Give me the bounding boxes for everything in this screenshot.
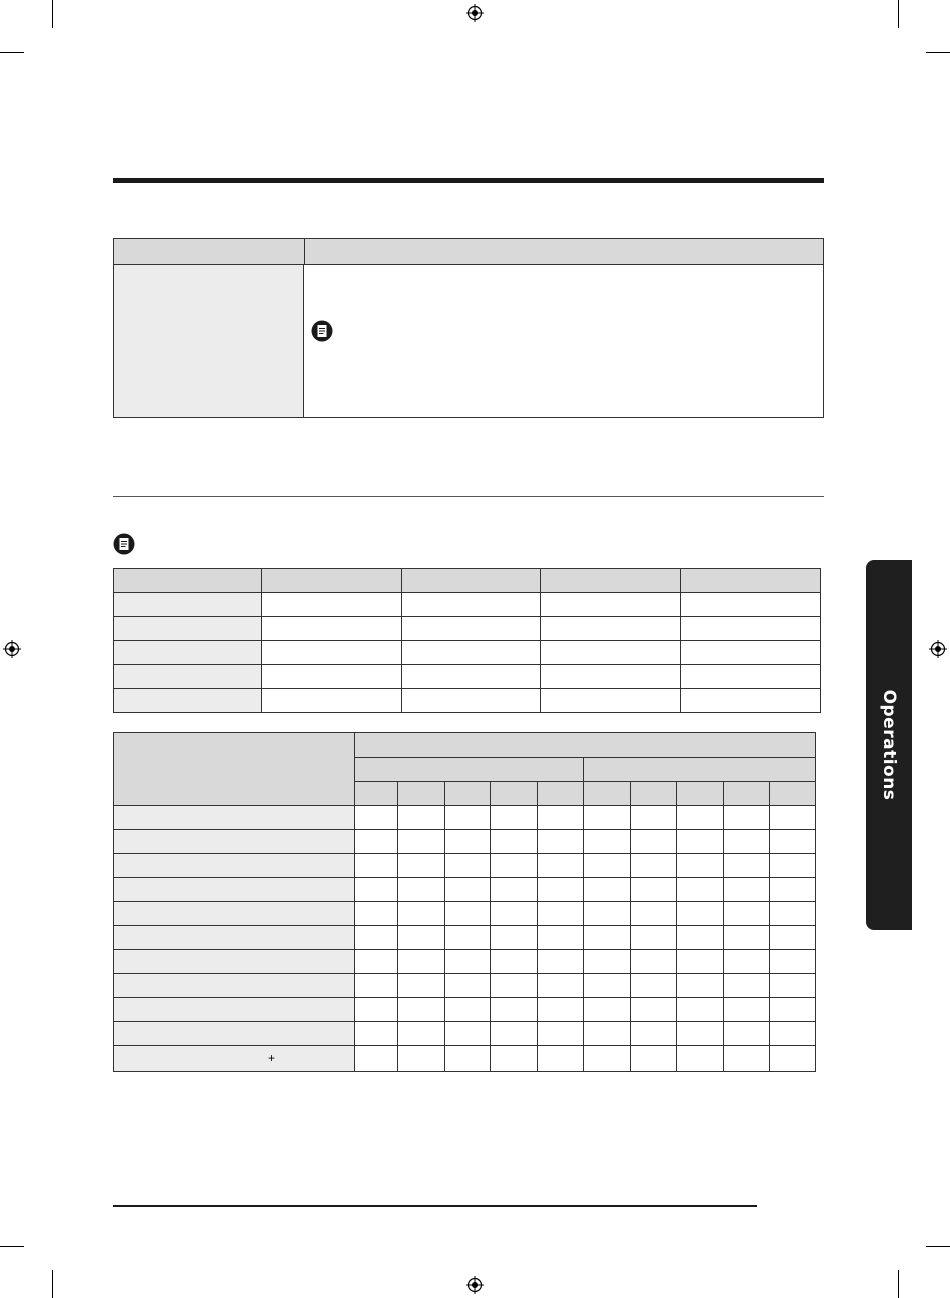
section-rule xyxy=(113,496,824,497)
crop-mark xyxy=(926,1246,950,1247)
crop-mark xyxy=(898,0,899,28)
section-tab-label: Operations xyxy=(879,689,899,801)
table-row xyxy=(114,593,821,617)
settings-table xyxy=(113,238,824,418)
table-row xyxy=(114,569,821,593)
table-row xyxy=(114,806,816,830)
registration-mark-icon xyxy=(929,640,947,658)
note-icon xyxy=(113,533,135,555)
crop-mark xyxy=(52,1270,53,1298)
table-footnote-mark: + xyxy=(268,1051,276,1065)
table-row xyxy=(114,902,816,926)
table-row xyxy=(114,641,821,665)
crop-mark xyxy=(0,52,24,53)
table-row xyxy=(114,926,816,950)
crop-mark xyxy=(0,1246,24,1247)
section-tab xyxy=(866,560,912,930)
table-row xyxy=(114,878,816,902)
note-icon xyxy=(311,320,333,342)
crop-mark xyxy=(898,1270,899,1298)
crop-mark xyxy=(926,52,950,53)
option-matrix-table xyxy=(113,732,816,1072)
table-row xyxy=(114,950,816,974)
table-row xyxy=(114,854,816,878)
section-rule xyxy=(113,178,824,183)
table-row xyxy=(114,617,821,641)
registration-mark-icon xyxy=(3,640,21,658)
table-row xyxy=(114,1022,816,1046)
table-label-cell xyxy=(114,265,304,417)
registration-mark-icon xyxy=(466,1276,484,1294)
cycle-table xyxy=(113,568,821,713)
footer-rule xyxy=(113,1205,757,1207)
crop-mark xyxy=(52,0,53,28)
table-row xyxy=(114,1046,816,1072)
table-row xyxy=(114,689,821,713)
table-row xyxy=(114,830,816,854)
table-divider xyxy=(304,239,305,265)
registration-mark-icon xyxy=(466,4,484,22)
table-header-row xyxy=(114,239,823,265)
table-header-row xyxy=(114,733,816,758)
table-row xyxy=(114,998,816,1022)
table-row xyxy=(114,974,816,998)
table-row xyxy=(114,665,821,689)
